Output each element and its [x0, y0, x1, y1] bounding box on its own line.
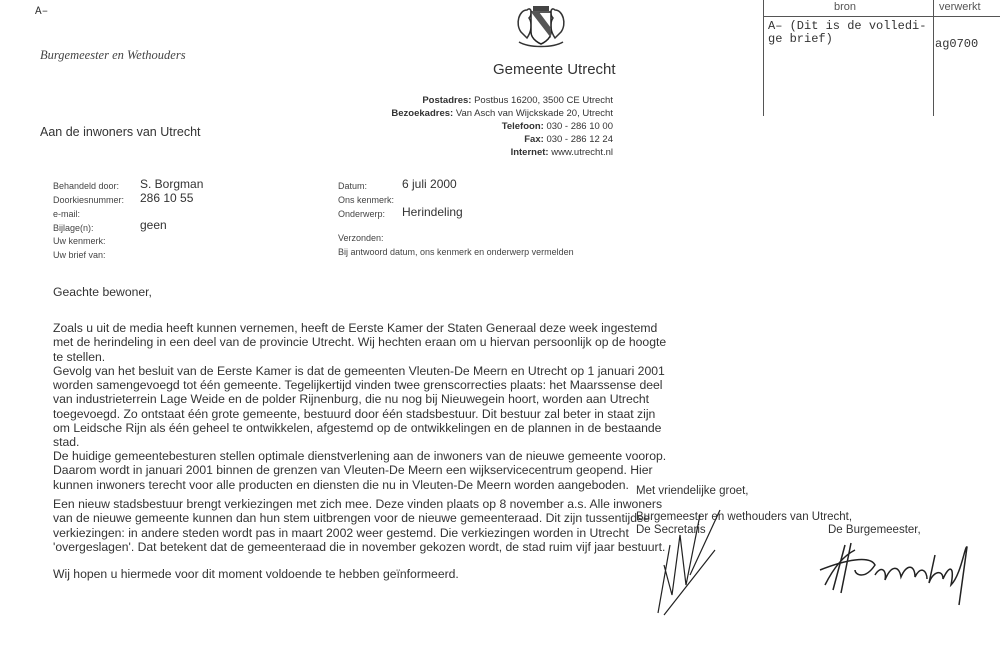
- meta-label: Datum:: [338, 181, 368, 191]
- meta-label: Bijlage(n):: [53, 223, 94, 233]
- address-block: [391, 94, 613, 159]
- meta-label: Uw brief van:: [53, 250, 106, 260]
- mayor-signature: [815, 535, 975, 615]
- fax: Fax: 030 - 286 12 24: [524, 134, 613, 145]
- secretary-title: De Secretaris: [636, 524, 706, 536]
- coat-of-arms-logo: [513, 2, 569, 50]
- sender-heading: Burgemeester en Wethouders: [40, 48, 186, 62]
- mayor-title: De Burgemeester,: [828, 524, 921, 536]
- paragraph-3: Een nieuw stadsbestuur brengt verkiezingen met zich mee. Deze vinden plaats op 8 november a.s. Alle inwoners van de nieuwe gemeente kunnen dan hun stem uitbrengen voor de nieuwe gemeenteraad. Dit zijn tussentijdse verkiezingen: in andere steden wordt pas in maart 2002 weer gestemd. Die verkiezingen worden in Utrecht 'overgeslagen'. Dat betekent dat de gemeenteraad die in november gekozen wordt, de stad ruim vijf jaar bestuurt.: [53, 497, 666, 554]
- archive-stamp-table: [763, 0, 1000, 116]
- paragraph-2: De huidige gemeentebesturen stellen optimale dienstverlening aan de inwoners van de nieuwe gemeente voorop. Daarom wordt in januari 2001 binnen de grenzen van Vleuten-De Meern een wijkservicecentrum geopend. Hier kunnen inwoners terecht voor alle producten en diensten die nu in Vleuten-De Meern worden aangeboden.: [53, 449, 667, 492]
- meta-label: Verzonden:: [338, 233, 384, 243]
- paragraph-4: Wij hopen u hiermede voor dit moment voldoende te hebben geïnformeerd.: [53, 567, 459, 581]
- meta-label: Ons kenmerk:: [338, 195, 395, 205]
- paragraph-1: Zoals u uit de media heeft kunnen vernemen, heeft de Eerste Kamer der Staten Generaal deze week ingestemd met de herindeling in een deel van de provincie Utrecht. Wij hechten eraan om u hiervan persoonlijk op de hoogte te stellen. Gevolg van het besluit van de Eerste Kamer is dat de gemeenten Vleuten-De Meern en Utrecht op 1 januari 2001 worden samengevoegd tot één gemeente. Tegelijkertijd vinden twee grenscorrecties plaats: het Maarssense deel van industrieterrein Lage Weide en de polder Rijnenburg, die nu nog bij Nieuwegein hoort, worden aan Utrecht toegevoegd. Zo ontstaat één grote gemeente, bestuurd door één stadsbestuur. Dit bestuur zal beter in staat zijn om Leidsche Rijn als één geheel te ontwikkelen, afgestemd op de ontwikkelingen en de plannen in de bestaande stad.: [53, 321, 667, 450]
- handled-by: S. Borgman: [140, 177, 204, 191]
- meta-label: e-mail:: [53, 209, 81, 219]
- column-header-bron: bron: [834, 1, 857, 13]
- reply-instruction: Bij antwoord datum, ons kenmerk en onderwerp vermelden: [338, 247, 574, 257]
- meta-label: Onderwerp:: [338, 209, 386, 219]
- signatory: Burgemeester en wethouders van Utrecht,: [636, 511, 853, 523]
- column-header-verwerkt: verwerkt: [939, 1, 981, 13]
- meta-label: Behandeld door:: [53, 181, 120, 191]
- phone: Telefoon: 030 - 286 10 00: [501, 121, 613, 132]
- website: Internet: www.utrecht.nl: [510, 147, 613, 158]
- visiting-address: Bezoekadres: Van Asch van Wijckskade 20, Utrecht: [391, 108, 613, 119]
- organization-name: Gemeente Utrecht: [493, 61, 616, 78]
- verwerkt-cell: ag0700: [935, 37, 979, 51]
- attachments: geen: [140, 218, 167, 232]
- direct-number: 286 10 55: [140, 191, 194, 205]
- salutation: Geachte bewoner,: [53, 285, 152, 299]
- secretary-signature: [650, 505, 750, 625]
- recipient: Aan de inwoners van Utrecht: [40, 125, 201, 139]
- date: 6 juli 2000: [402, 177, 457, 191]
- bron-cell: A– (Dit is de volledi- ge brief): [768, 19, 927, 46]
- closing-greeting: Met vriendelijke groet,: [636, 485, 749, 497]
- postal-address: Postadres: Postbus 16200, 3500 CE Utrecht: [422, 95, 613, 106]
- meta-label: Doorkiesnummer:: [53, 195, 125, 205]
- corner-mark: A–: [35, 6, 49, 18]
- meta-label: Uw kenmerk:: [53, 236, 106, 246]
- subject: Herindeling: [402, 205, 463, 219]
